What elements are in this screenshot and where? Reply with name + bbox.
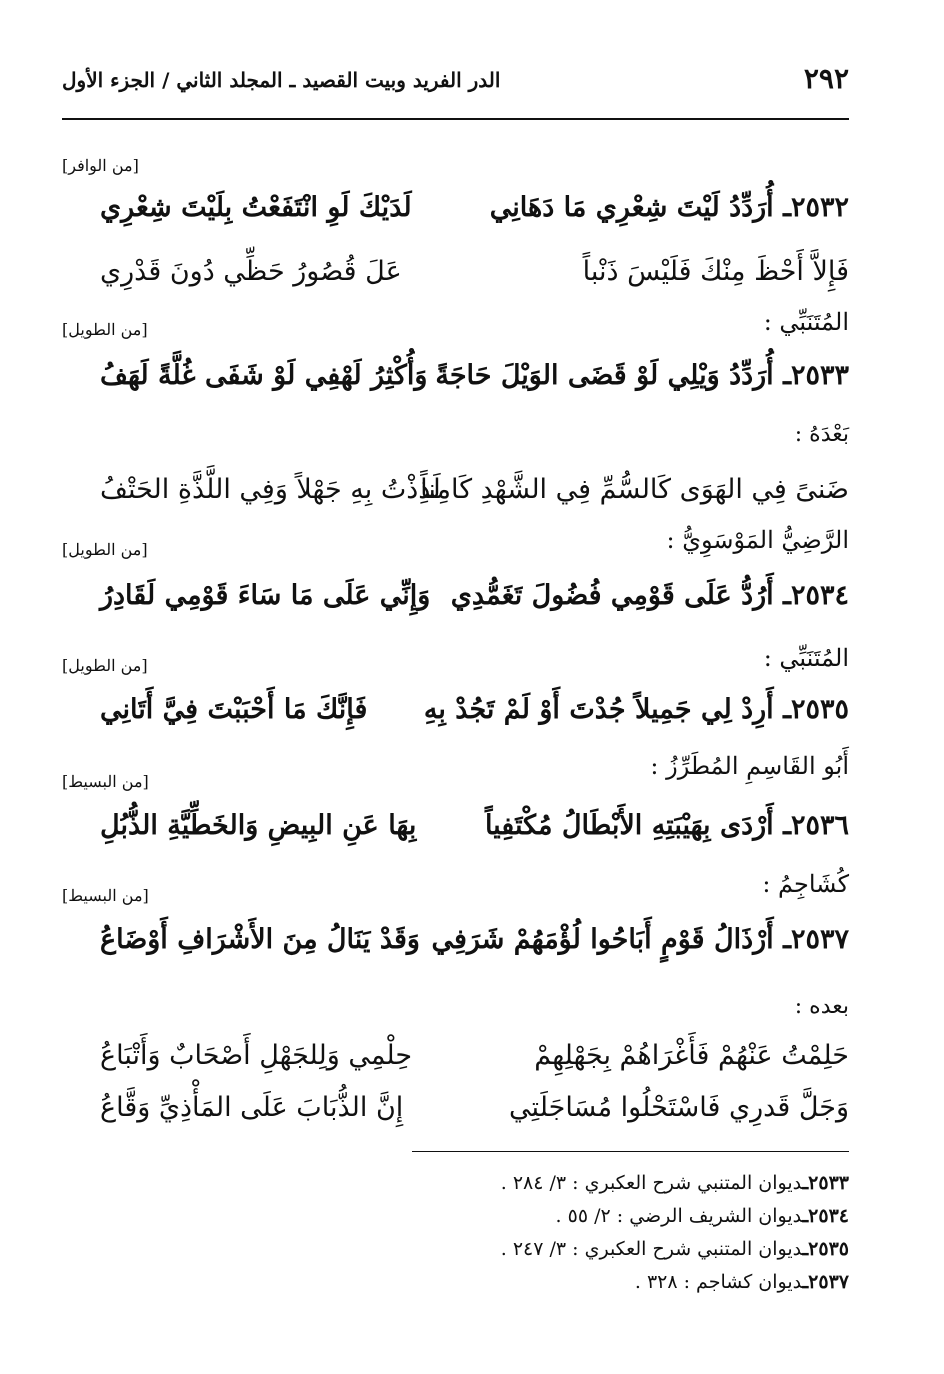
verse-second-hemistich: فَإِنَّكَ مَا أَحْبَبْتَ فِيَّ أَتَانِي [100,694,368,725]
verse-first-hemistich: ٢٥٣٣ـ أُرَدِّدُ وَيْلِي لَوْ قَضَى الوَيْلَ حَاجَةً [435,360,849,391]
verse-line [62,810,849,864]
footnotes [369,1172,849,1304]
verse-line [62,1092,849,1146]
verse-line [62,474,849,528]
poet-name: أَبُو القَاسِمِ المُطَرِّزُ : [650,752,849,780]
meter-label: [من الطويل] [62,320,148,339]
meter-label: [من البسيط] [62,886,149,905]
poet-name: كُشَاجِمُ : [762,870,849,898]
verse-second-hemistich: وَإِنِّي عَلَى مَا سَاءَ قَوْمِي لَقَادِرُ [100,580,431,611]
verse-first-hemistich: حَلِمْتُ عَنْهُمْ فَأَغْرَاهُمْ بِجَهْلِهِمْ [534,1040,849,1071]
meter-label: [من الطويل] [62,540,148,559]
footnote [369,1238,849,1271]
footnote-text: ديوان الشريف الرضي : ٢/ ٥٥ . [555,1205,803,1227]
verse-second-hemistich: وَقَدْ يَنَالُ مِنَ الأَشْرَافِ أَوْضَاعُ [100,924,420,955]
verse-first-hemistich: ٢٥٣٤ـ أَرُدُّ عَلَى قَوْمِي فُضُولَ تَغَمُّدِي [450,580,849,611]
footnote-text: ديوان المتنبي شرح العكبري : ٣/ ٢٤٧ . [500,1238,803,1260]
verse-line [62,580,849,634]
verse-first-hemistich: وَجَلَّ قَدرِي فَاسْتَحْلُوا مُسَاجَلَتِي [509,1092,849,1123]
verse-second-hemistich: حِلْمِي وَلِلجَهْلِ أَصْحَابٌ وَأَتْبَاعُ [100,1040,413,1071]
poet-name: المُتَنَبِّي : [763,644,849,672]
meter-label: [من البسيط] [62,772,149,791]
verse-line [62,192,849,246]
verse-line [62,256,849,310]
after-label: بَعْدَهُ : [794,422,849,447]
poet-name: المُتَنَبِّي : [763,308,849,336]
meter-label: [من الطويل] [62,656,148,675]
footnote-text: ديوان كشاجم : ٣٢٨ . [634,1271,803,1293]
verse-line [62,694,849,748]
footnote-number: ٢٥٣٤ـ [802,1205,849,1227]
footnote-number: ٢٥٣٣ـ [802,1172,849,1194]
verse-first-hemistich: ضَنىً فِي الهَوَى كَالسُّمِّ فِي الشَّهْدِ كَامِناً [420,474,849,505]
verse-line [62,1040,849,1094]
verse-first-hemistich: ٢٥٣٥ـ أَرِدْ لِي جَمِيلاً جُدْتَ أَوْ لَمْ تَجُدْ بِهِ [423,694,849,725]
verse-first-hemistich: ٢٥٣٦ـ أَرْدَى بِهَيْبَتِهِ الأَبْطَالُ مُكْتَفِياً [484,810,849,841]
footnote [369,1172,849,1205]
verse-first-hemistich: ٢٥٣٢ـ أُرَدِّدُ لَيْتَ شِعْرِي مَا دَهَانِي [489,192,849,223]
verse-second-hemistich: بِهَا عَنِ البِيضِ وَالخَطِّيَّةِ الذُّبُلِ [100,810,417,841]
verse-second-hemistich: عَلَ قُصُورُ حَظِّي دُونَ قَدْرِي [100,256,402,287]
footnote-rule [412,1151,849,1152]
verse-line [62,360,849,414]
poet-name: الرَّضِيُّ المَوْسَوِيُّ : [666,526,849,554]
verse-second-hemistich: لَدَيْكَ لَوِ انْتَفَعْتُ بِلَيْتَ شِعْرِي [100,192,412,223]
page-number: ٢٩٢ [803,62,849,95]
after-label: بعده : [794,994,849,1019]
verse-first-hemistich: فَإِلاَّ أَحْظَ مِنْكَ فَلَيْسَ ذَنْباً [582,256,849,287]
footnote-number: ٢٥٣٥ـ [802,1238,849,1260]
footnote-text: ديوان المتنبي شرح العكبري : ٣/ ٢٨٤ . [500,1172,803,1194]
verse-second-hemistich: وَأُكْثِرُ لَهْفِي لَوْ شَفَى غُلَّةً لَهَفُ [100,360,428,391]
verse-first-hemistich: ٢٥٣٧ـ أَرْذَالُ قَوْمٍ أَبَاحُوا لُؤْمَهُمْ شَرَفِي [431,924,849,955]
header-rule [62,118,849,120]
verse-second-hemistich: لَذِذْتُ بِهِ جَهْلاً وَفِي اللَّذَّةِ الحَتْفُ [100,474,441,505]
verse-line [62,924,849,978]
footnote-number: ٢٥٣٧ـ [802,1271,849,1293]
running-head [62,62,849,108]
footnote [369,1205,849,1238]
verse-second-hemistich: إِنَّ الذُّبَابَ عَلَى المَأْذِيِّ وَقَّاعُ [100,1092,404,1123]
meter-label: [من الوافر] [62,156,139,175]
running-title: الدر الفريد وبيت القصيد ـ المجلد الثاني / الجزء الأول [62,68,501,92]
footnote [369,1271,849,1304]
